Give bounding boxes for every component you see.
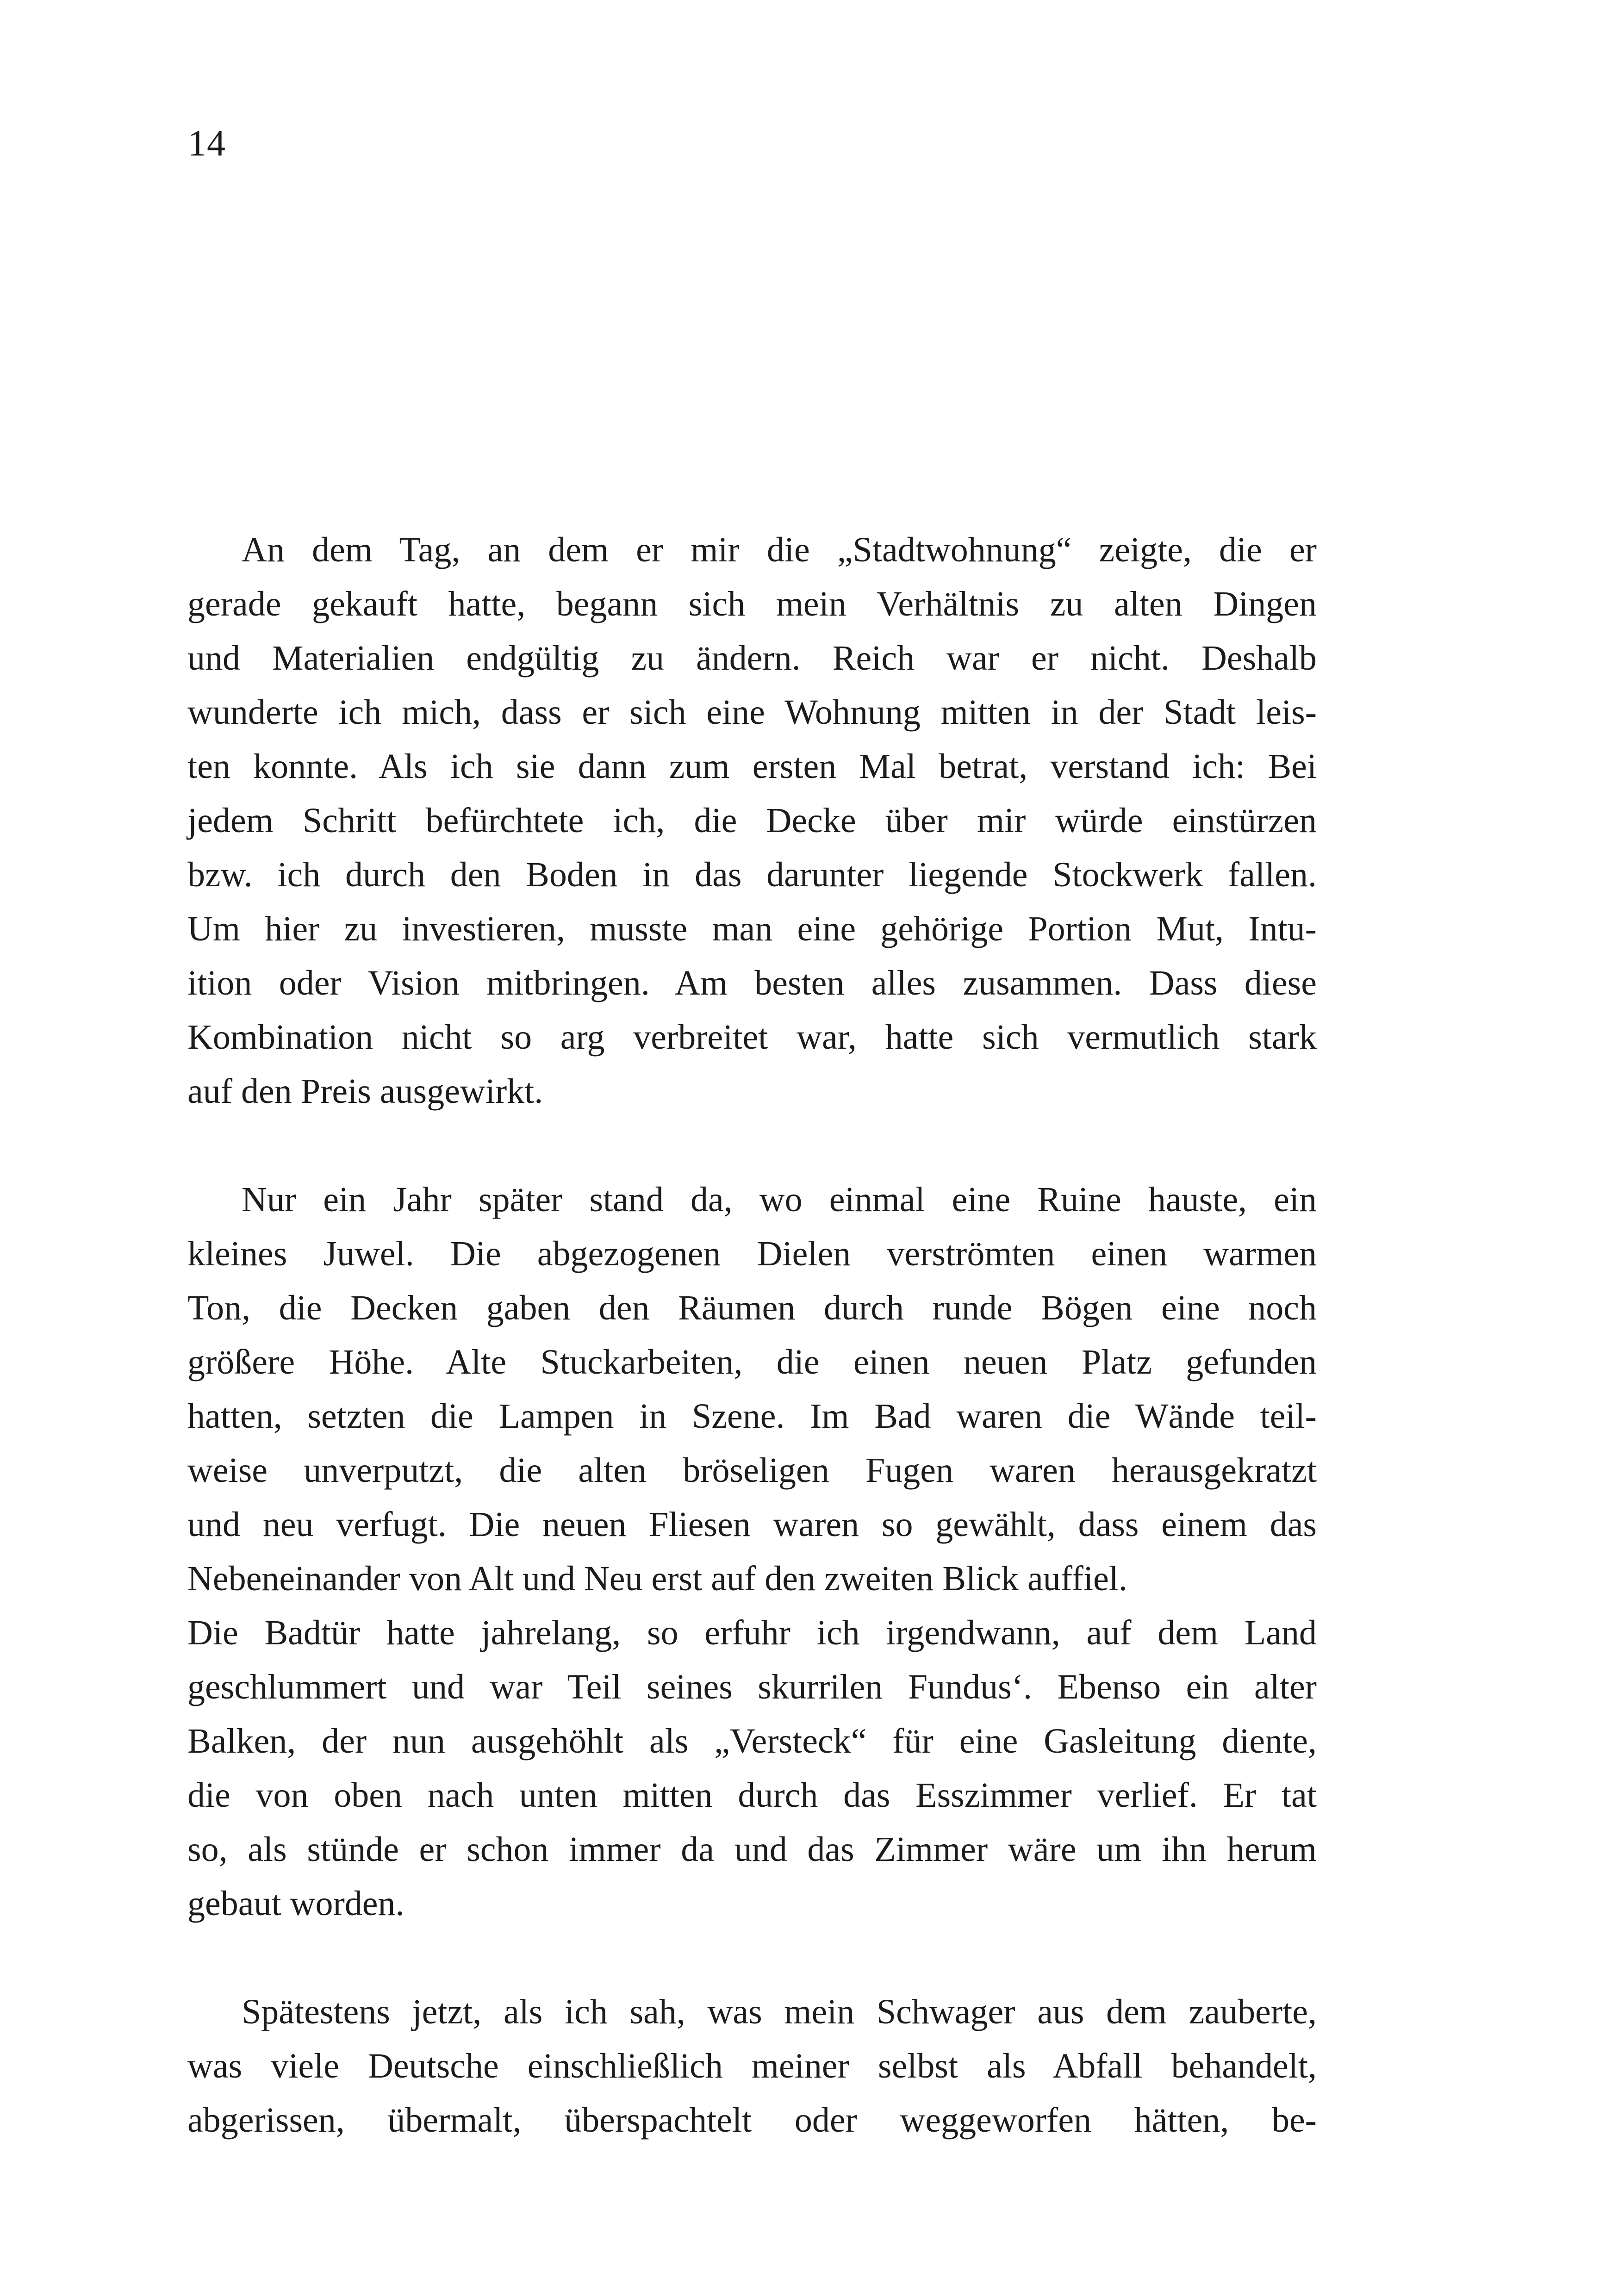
text-line: Um hier zu investieren, musste man eine gehörige Portion Mut, Intu- bbox=[187, 909, 1317, 948]
text-line: größere Höhe. Alte Stuckarbeiten, die einen neuen Platz gefunden bbox=[187, 1343, 1317, 1381]
text-line: gerade gekauft hatte, begann sich mein Verhältnis zu alten Dingen bbox=[187, 585, 1317, 623]
text-line: An dem Tag, an dem er mir die „Stadtwohnung“ zeigte, die er bbox=[242, 530, 1317, 569]
text-line: kleines Juwel. Die abgezogenen Dielen verströmten einen warmen bbox=[187, 1234, 1317, 1273]
text-line: Die Badtür hatte jahrelang, so erfuhr ich irgendwann, auf dem Land bbox=[187, 1613, 1317, 1652]
text-line: und neu verfugt. Die neuen Fliesen waren so gewählt, dass einem das bbox=[187, 1505, 1317, 1544]
text-line: Kombination nicht so arg verbreitet war, hatte sich vermutlich stark bbox=[187, 1018, 1317, 1057]
text-line: wunderte ich mich, dass er sich eine Wohnung mitten in der Stadt leis- bbox=[187, 693, 1317, 732]
text-line: geschlummert und war Teil seines skurrilen Fundus‘. Ebenso ein alter bbox=[187, 1668, 1317, 1706]
text-line: jedem Schritt befürchtete ich, die Decke über mir würde einstürzen bbox=[187, 801, 1317, 840]
text-line: ition oder Vision mitbringen. Am besten alles zusammen. Dass diese bbox=[187, 964, 1317, 1002]
text-line: Nebeneinander von Alt und Neu erst auf den zweiten Blick auffiel. bbox=[187, 1559, 1127, 1598]
text-line: die von oben nach unten mitten durch das Esszimmer verlief. Er tat bbox=[187, 1776, 1317, 1815]
text-line: hatten, setzten die Lampen in Szene. Im Bad waren die Wände teil- bbox=[187, 1397, 1317, 1436]
paragraph-3 bbox=[187, 1985, 1317, 2147]
text-line: Nur ein Jahr später stand da, wo einmal eine Ruine hauste, ein bbox=[242, 1180, 1317, 1219]
body-text bbox=[187, 523, 1317, 2147]
paragraph-2 bbox=[187, 1173, 1317, 1931]
text-line: weise unverputzt, die alten bröseligen Fugen waren herausgekratzt bbox=[187, 1451, 1317, 1490]
text-line: abgerissen, übermalt, überspachtelt oder weggeworfen hätten, be- bbox=[187, 2101, 1317, 2140]
page-number: 14 bbox=[188, 123, 226, 164]
text-line: auf den Preis ausgewirkt. bbox=[187, 1072, 543, 1111]
text-line: und Materialien endgültig zu ändern. Reich war er nicht. Deshalb bbox=[187, 639, 1317, 678]
text-line: Spätestens jetzt, als ich sah, was mein Schwager aus dem zauberte, bbox=[242, 1992, 1317, 2031]
text-line: so, als stünde er schon immer da und das Zimmer wäre um ihn herum bbox=[187, 1830, 1317, 1869]
paragraph-1 bbox=[187, 523, 1317, 1119]
text-line: Balken, der nun ausgehöhlt als „Versteck“ für eine Gasleitung diente, bbox=[187, 1722, 1317, 1761]
text-line: bzw. ich durch den Boden in das darunter liegende Stockwerk fallen. bbox=[187, 855, 1317, 894]
text-line: gebaut worden. bbox=[187, 1884, 404, 1923]
text-line: Ton, die Decken gaben den Räumen durch runde Bögen eine noch bbox=[187, 1288, 1317, 1327]
text-line: ten konnte. Als ich sie dann zum ersten Mal betrat, verstand ich: Bei bbox=[187, 747, 1317, 786]
text-line: was viele Deutsche einschließlich meiner selbst als Abfall behandelt, bbox=[187, 2047, 1317, 2085]
